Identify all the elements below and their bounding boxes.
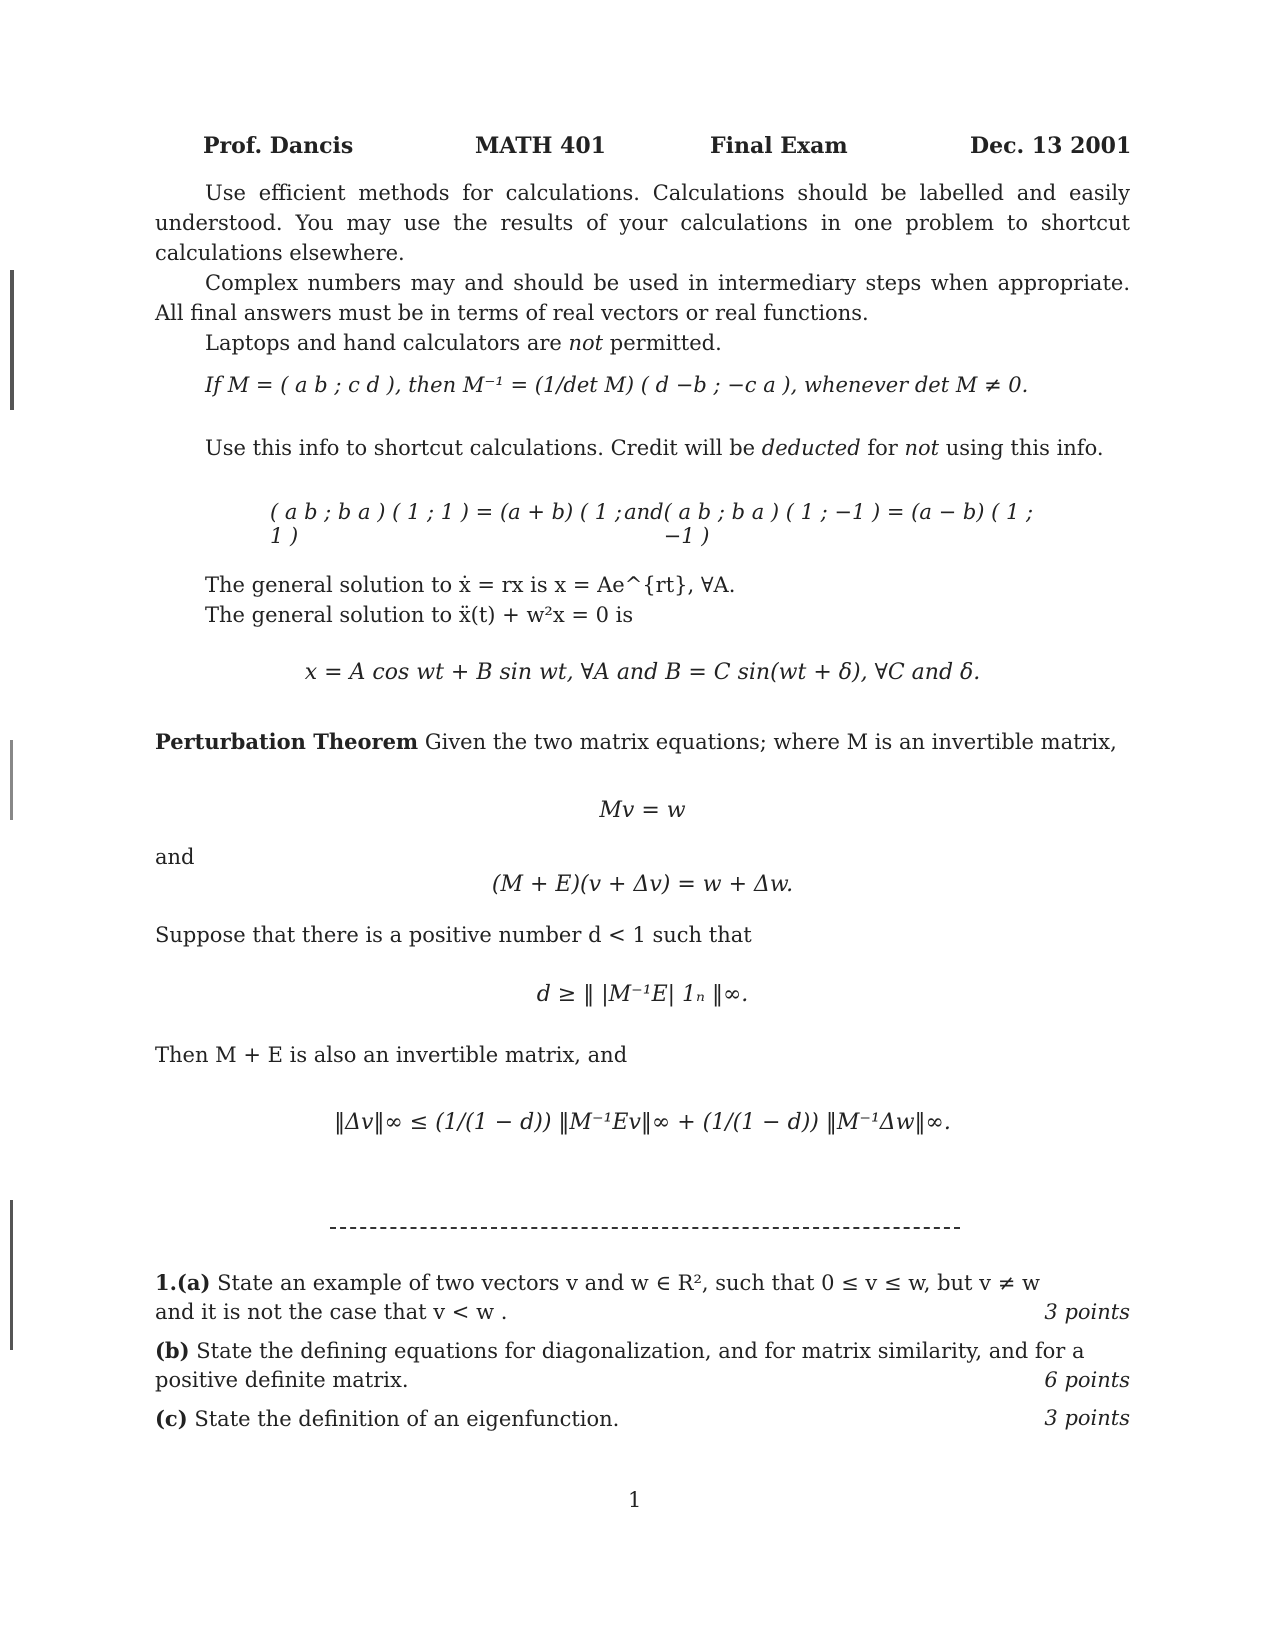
eigenvector-formulas — [270, 500, 1050, 548]
theorem-then: Then M + E is also an invertible matrix, and — [155, 1043, 628, 1067]
general-solution-2: The general solution to ẍ(t) + w²x = 0 is — [205, 603, 634, 627]
problem-label: (c) — [155, 1406, 188, 1431]
theorem-and: and — [155, 845, 195, 869]
problem-1a-line-2: and it is not the case that v < w . 3 points — [155, 1300, 1130, 1324]
scan-artifact — [10, 740, 13, 820]
section-divider — [330, 1227, 960, 1229]
theorem-statement: Perturbation Theorem Given the two matrix equations; where M is an invertible matrix, — [155, 729, 1117, 754]
scan-artifact — [10, 1200, 13, 1350]
problem-1c-line: (c) State the definition of an eigenfunction. 3 points — [155, 1406, 1130, 1431]
professor-name: Prof. Dancis — [203, 133, 354, 159]
problem-1b-line-2: positive definite matrix. 6 points — [155, 1368, 1130, 1392]
theorem-eq-3: d ≥ ‖ |M⁻¹E| 1ₙ ‖∞. — [536, 982, 749, 1007]
theorem-suppose: Suppose that there is a positive number d < 1 such that — [155, 923, 752, 947]
page-number: 1 — [628, 1488, 642, 1512]
problem-1b-line-1: (b) State the defining equations for diagonalization, and for matrix similarity, and for a — [155, 1338, 1085, 1363]
instruction-paragraph-2: Complex numbers may and should be used in intermediary steps when appropriate. All final answers must be in terms of real vectors or real functions. — [155, 271, 1130, 325]
inverse-formula: If M = ( a b ; c d ), then M⁻¹ = (1/det M) ( d −b ; −c a ), whenever det M ≠ 0. — [205, 373, 1029, 397]
theorem-title: Perturbation Theorem — [155, 729, 419, 754]
exam-date: Dec. 13 2001 — [970, 133, 1132, 159]
theorem-eq-1: Mv = w — [599, 798, 686, 823]
points-label: 3 points — [1044, 1406, 1130, 1430]
instruction-paragraph-3: Laptops and hand calculators are not permitted. — [205, 331, 722, 355]
scan-artifact — [10, 270, 14, 410]
exam-title: Final Exam — [710, 133, 848, 159]
eigen-formula-1: ( a b ; b a ) ( 1 ; 1 ) = (a + b) ( 1 ; 1 ) — [270, 500, 622, 548]
problem-label: 1.(a) — [155, 1270, 211, 1295]
points-label: 3 points — [1044, 1300, 1130, 1324]
instruction-paragraph-4: Use this info to shortcut calculations. Credit will be deducted for not using this info. — [205, 436, 1104, 460]
instruction-paragraph-1: Use efficient methods for calculations. Calculations should be labelled and easily understood. You may use the results of your calculations in one problem to shortcut calculations elsewhere. — [155, 181, 1130, 265]
theorem-eq-2: (M + E)(v + Δv) = w + Δw. — [491, 872, 794, 897]
points-label: 6 points — [1044, 1368, 1130, 1392]
general-solution-1: The general solution to ẋ = rx is x = Ae^{rt}, ∀A. — [205, 573, 736, 597]
eigen-and: and — [624, 500, 664, 524]
general-solution-3: x = A cos wt + B sin wt, ∀A and B = C sin(wt + δ), ∀C and δ. — [304, 660, 981, 685]
course-code: MATH 401 — [475, 133, 606, 159]
theorem-eq-4: ‖Δv‖∞ ≤ (1/(1 − d)) ‖M⁻¹Ev‖∞ + (1/(1 − d)) ‖M⁻¹Δw‖∞. — [334, 1110, 951, 1135]
problem-1a-line-1: 1.(a) State an example of two vectors v and w ∈ R², such that 0 ≤ v ≤ w, but v ≠ w — [155, 1270, 1040, 1295]
problem-label: (b) — [155, 1338, 190, 1363]
eigen-formula-2: ( a b ; b a ) ( 1 ; −1 ) = (a − b) ( 1 ; −1 ) — [663, 500, 1034, 548]
